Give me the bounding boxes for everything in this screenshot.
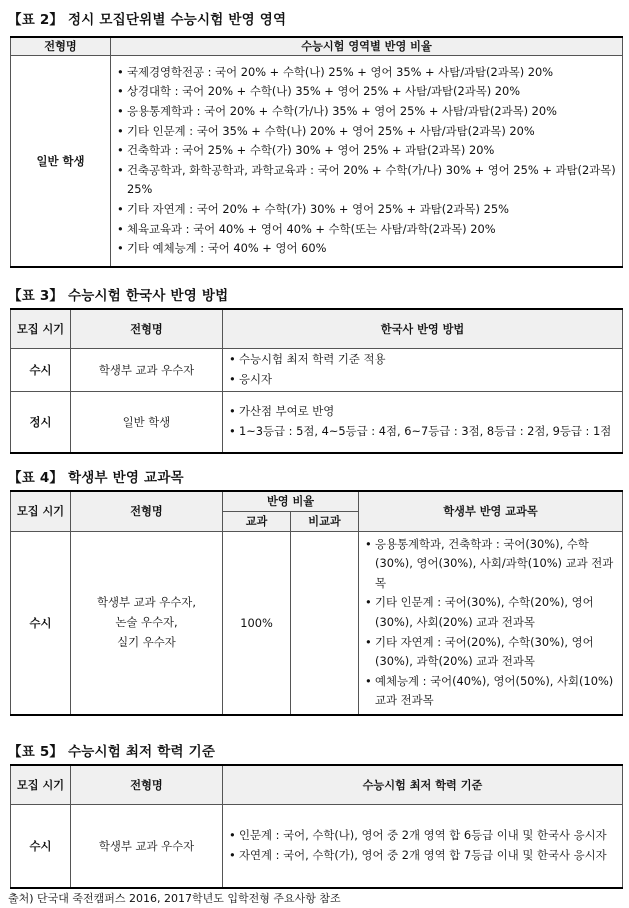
list-item: • 기타 자연계 : 국어(20%), 수학(30%), 영어(30%), 과학(20%) 교과 전과목 [365, 633, 616, 672]
table5-header-criteria: 수능시험 최저 학력 기준 [223, 765, 623, 804]
table4-title: 【표 4】 학생부 반영 교과목 [8, 470, 184, 486]
table4-type-line: 실기 우수자 [117, 634, 176, 649]
list-item: • 상경대학 : 국어 20% + 수학(나) 35% + 영어 25% + 사탐/과탐(2과목) 20% [117, 82, 616, 102]
list-item: • 예체능계 : 국어(40%), 영어(50%), 사회(10%) 교과 전과목 [365, 672, 616, 711]
table3-header-period: 모집 시기 [11, 309, 71, 348]
table3-period: 정시 [11, 391, 71, 453]
table4-header-ratio: 반영 비율 [223, 491, 359, 511]
table2 [10, 36, 623, 268]
list-item: • 체육교육과 : 국어 40% + 영어 40% + 수학(또는 사탐/과학(2과목) 20% [117, 220, 616, 240]
list-item: • 건축공학과, 화학공학과, 과학교육과 : 국어 20% + 수학(가/나) 30% + 영어 25% + 과탐(2과목) 25% [117, 161, 616, 200]
table4-header-period: 모집 시기 [11, 491, 71, 531]
table5 [10, 764, 623, 889]
table4-ratio-subject: 100% [223, 531, 291, 715]
table4-header-subject: 교과 [223, 511, 291, 531]
table4-list [365, 535, 616, 711]
table4-ratio-nonsubject [291, 531, 359, 715]
list-item: • 수능시험 최저 학력 기준 적용 [229, 350, 616, 370]
table3-header-method: 한국사 반영 방법 [223, 309, 623, 348]
table3-type: 일반 학생 [71, 391, 223, 453]
table4-header-nonsubject: 비교과 [291, 511, 359, 531]
list-item: • 기타 예체능계 : 국어 40% + 영어 60% [117, 239, 616, 259]
table3-period: 수시 [11, 348, 71, 391]
table3-list [229, 402, 616, 441]
table5-header-period: 모집 시기 [11, 765, 71, 804]
table4-header-subjects: 학생부 반영 교과목 [359, 491, 623, 531]
table3 [10, 308, 623, 454]
table4-type-line: 학생부 교과 우수자, [97, 595, 196, 610]
table5-title: 【표 5】 수능시험 최저 학력 기준 [8, 744, 216, 760]
table2-row-label: 일반 학생 [11, 55, 111, 267]
list-item: • 응용통계학과, 건축학과 : 국어(30%), 수학(30%), 영어(30%), 사회/과학(10%) 교과 전과목 [365, 535, 616, 594]
list-item: • 가산점 부여로 반영 [229, 402, 616, 422]
table5-period: 수시 [11, 804, 71, 888]
list-item: • 응시자 [229, 370, 616, 390]
table3-list [229, 350, 616, 389]
table4-type-line: 논술 우수자, [115, 614, 178, 629]
table2-header-ratio: 수능시험 영역별 반영 비율 [111, 37, 623, 55]
list-item: • 인문계 : 국어, 수학(나), 영어 중 2개 영역 합 6등급 이내 및 한국사 응시자 [229, 826, 616, 846]
table5-list [229, 826, 616, 865]
list-item: • 기타 인문계 : 국어(30%), 수학(20%), 영어(30%), 사회(20%) 교과 전과목 [365, 593, 616, 632]
table2-header-type: 전형명 [11, 37, 111, 55]
list-item: • 응용통계학과 : 국어 20% + 수학(가/나) 35% + 영어 25% + 사탐/과탐(2과목) 20% [117, 102, 616, 122]
table4-period: 수시 [11, 531, 71, 715]
table2-list [117, 63, 616, 259]
list-item: • 1~3등급 : 5점, 4~5등급 : 4점, 6~7등급 : 3점, 8등급 : 2점, 9등급 : 1점 [229, 422, 616, 442]
table2-title: 【표 2】 정시 모집단위별 수능시험 반영 영역 [8, 12, 287, 28]
list-item: • 기타 인문계 : 국어 35% + 수학(나) 20% + 영어 25% + 사탐/과탐(2과목) 20% [117, 122, 616, 142]
table3-title: 【표 3】 수능시험 한국사 반영 방법 [8, 288, 229, 304]
list-item: • 건축학과 : 국어 25% + 수학(가) 30% + 영어 25% + 과탐(2과목) 20% [117, 141, 616, 161]
list-item: • 국제경영학전공 : 국어 20% + 수학(나) 25% + 영어 35% + 사탐/과탐(2과목) 20% [117, 63, 616, 83]
list-item: • 자연계 : 국어, 수학(가), 영어 중 2개 영역 합 7등급 이내 및 한국사 응시자 [229, 846, 616, 866]
table5-header-type: 전형명 [71, 765, 223, 804]
table4-header-type: 전형명 [71, 491, 223, 531]
list-item: • 기타 자연계 : 국어 20% + 수학(가) 30% + 영어 25% + 과탐(2과목) 25% [117, 200, 616, 220]
table3-header-type: 전형명 [71, 309, 223, 348]
table4 [10, 490, 623, 716]
table3-type: 학생부 교과 우수자 [71, 348, 223, 391]
source-note: 출처) 단국대 죽전캠퍼스 2016, 2017학년도 입학전형 주요사항 참조 [8, 892, 341, 905]
table4-types [71, 531, 223, 715]
table5-type: 학생부 교과 우수자 [71, 804, 223, 888]
